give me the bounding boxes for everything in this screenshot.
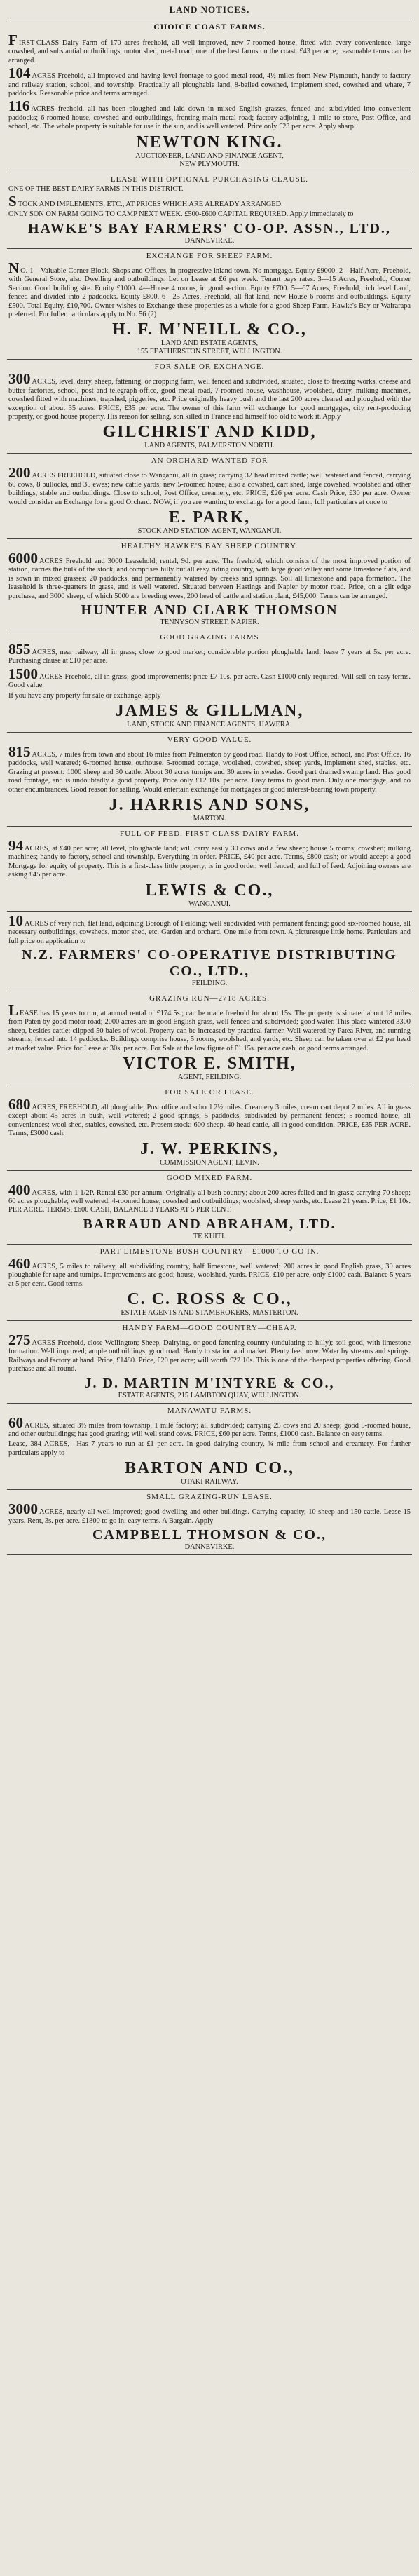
advertisement (7, 539, 412, 630)
ad-paragraph (8, 1500, 411, 1526)
ad-paragraph (8, 1181, 411, 1215)
firm-name: HUNTER AND CLARK THOMSON (81, 602, 338, 618)
advertisement (7, 172, 412, 249)
paragraph-text: IRST-CLASS Dairy Farm of 170 acres freehold, all well improved, new 7-roomed house, fitted with every convenience, large cowshed, and substantial outbuildings, motor shed, metal road; one of the best farms on the coast. £43 per acre; reasonable terms can be arranged. (8, 39, 411, 65)
firm-contact: LAND AND ESTATE AGENTS, (160, 339, 259, 348)
ad-paragraph (8, 1331, 411, 1374)
paragraph-lead: 400 (8, 1181, 31, 1198)
firm-contact: DANNEVIRKE. (184, 1543, 235, 1552)
ad-heading: EXCHANGE FOR SHEEP FARM. (146, 251, 273, 260)
ad-paragraph (8, 97, 411, 131)
ad-paragraph (8, 745, 411, 794)
ad-paragraph (8, 195, 411, 209)
paragraph-text: ACRES, level, dairy, sheep, fattening, or cropping farm, well fenced and subdivided, situated, close to freezing works, cheese and butter factories, school, post and telegraph office, good metal road, 7-roomed house, washhouse, woolshed, dairy, milking machines, cowshed fitted with machines, trapshed, piggeries, etc. Price originally heavy bush and the last 200 acres cleared and ploughed with the exception of about 35 acres. PRICE, £35 per acre. The owner of this farm will exchange for good mortgages, city rent-producing property, or good house property. His reason for selling, son killed in France and himself too old to work it. Apply (8, 378, 411, 421)
paragraph-text: O. 1—Valuable Corner Block, Shops and Offices, in progressive inland town. No mortgage. Equity £9000. 2—Half Acre, Freehold, with General Store, also Dwelling and outbuildings. Let on Lease at £6 per week. Tenant pays rates. 3—15 Acres, Freehold, Corner Section. Good building site. Equity £1000. 4—House 4 rooms, in good section. Equity £700. 5—67 Acres, Freehold, rich level Land, fenced and divided into 2 paddocks. Equity £800. 6—25 Acres, Freehold, all flat land, new House 6 rooms and outbuildings. Equity £500. Total Equity, £10,700. Owner wishes to Exchange these properties as a whole for a good Sheep Farm, Hawke's Bay or Wairarapa preferred. For fuller particulars apply to No. 56 (2) (8, 266, 411, 318)
ad-paragraph (8, 1254, 411, 1289)
firm-name: J. HARRIS AND SONS, (109, 796, 310, 815)
paragraph-text: ACRES, FREEHOLD, all ploughable; Post office and school 2½ miles. Creamery 3 miles, cream cart depot 2 miles. All in grass except about 45 acres in bush, well watered; 2 good springs, 5 paddocks, subdivided by permanent fences; 5-roomed house, all conveniences; wool shed, stables, cowshed, etc. Present stock: 600 sheep, 40 head cattle, all in good condition. PRICE, £35 PER ACRE. Terms, £3000 cash. (8, 1103, 411, 1138)
firm-contact: COMMISSION AGENT, LEVIN. (160, 1158, 259, 1167)
firm-contact: AUCTIONEER, LAND AND FINANCE AGENT, (135, 151, 284, 160)
paragraph-lead: 116 (8, 97, 30, 115)
paragraph-text: ACRES, situated 3½ miles from township, 1 mile factory; all subdivided; carrying 25 cows and 20 sheep; good 5-roomed house, and other outbuildings; has good grazing; will well stand cows. PRICE, £60 per acre. Terms, £1000 cash. Balance on easy terms. (8, 1421, 411, 1439)
ad-paragraph (8, 466, 411, 507)
advertisement (7, 733, 412, 827)
advertisement (7, 1404, 412, 1491)
paragraph-text: ACRES, with 1 1/2P. Rental £30 per annum. Originally all bush country; about 200 acres felled and in grass; carrying 70 sheep; 60 acres ploughable; well watered; 4-roomed house, cowshed and outbuildings; woolshed, sheep yards, etc. Lease 21 years. Price, £1 10s. PER ACRE. TERMS, £600 CASH, BALANCE 3 YEARS AT 5 PER CENT. (8, 1188, 411, 1214)
firm-contact: STOCK AND STATION AGENT, WANGANUI. (137, 527, 282, 535)
ad-heading: HANDY FARM—GOOD COUNTRY—CHEAP. (122, 1324, 297, 1332)
paragraph-text: ACRES, at £40 per acre; all level, ploughable land; will carry easily 30 cows and a few sheep; house 5 rooms; cowshed; milking machines; handy to factory, school and township. Everything in order. PRICE, £40 per acre. Terms, £800 cash; or would accept a good Mortgage for equity of property. This is a first-class little property, is in good order, well fenced, and full of feed. Adjoining owners are asking £45 per acre. (8, 845, 411, 879)
advertisement (7, 1490, 412, 1555)
paragraph-lead: 104 (8, 65, 31, 82)
paragraph-text: ACRES freehold, all has been ploughed and laid down in mixed English grasses, fenced and subdivided into convenient paddocks; 6-roomed house, cowshed and outbuildings, fronting main metal road; factory adjoining, 1 mile to store, Post Office, and school, etc. The whole property is suitable for use in the sun, and is well watered. Price only £23 per acre. Apply sharp. (8, 105, 411, 131)
ad-paragraph (8, 549, 411, 601)
firm-name: BARTON AND CO., (124, 1459, 295, 1478)
paragraph-text: ACRES, 5 miles to railway, all subdividing country, half limestone, well watered; 200 acres in good English grass, 30 acres ploughable for rape and turnips. Improvements are good; house, woolshed, yards. PRICE, £10 per acre, only £1000 cash. Balance 5 years at 5 per cent. Good terms. (8, 1262, 411, 1288)
ad-heading: VERY GOOD VALUE. (167, 735, 252, 745)
paragraph-text: ACRES, 7 miles from town and about 16 miles from Palmerston by good road. Handy to Post Office, school, and Post Office. 16 paddocks, well watered; 6-roomed house, outhouse, 5-roomed cottage, woolshed, cowshed, sheep yards, implement shed, stables, etc. Grazing at present: 1000 sheep and 30 cattle. About 30 acres turnips and 30 acres in swedes. Good part drained swamp land. Has good road frontage, and is undoubtedly a good property. Price only £12 10s. per acre. Easy terms to good man. Only one mortgage, and no other encumbrances. Good reason for selling. Would entertain exchange for mortgages or good interest-bearing town property. (8, 751, 411, 794)
ad-heading: GRAZING RUN—2718 ACRES. (149, 994, 270, 1003)
ad-paragraph (8, 210, 411, 219)
firm-contact: OTAKI RAILWAY. (181, 1478, 238, 1486)
advertisement-list (7, 18, 412, 1555)
firm-contact: TENNYSON STREET, NAPIER. (160, 618, 259, 626)
firm-name: C. C. ROSS & CO., (127, 1290, 292, 1308)
ad-heading: AN ORCHARD WANTED FOR (151, 456, 268, 466)
paragraph-lead: L (8, 1001, 19, 1019)
firm-name: LEWIS & CO., (145, 881, 274, 900)
ad-heading: GOOD MIXED FARM. (166, 1173, 253, 1182)
firm-name: HAWKE'S BAY FARMERS' CO-OP. ASSN., LTD., (28, 220, 391, 236)
paragraph-lead: 10 (8, 911, 23, 929)
advertisement (7, 249, 412, 360)
firm-contact: FEILDING. (191, 979, 228, 987)
firm-name: CAMPBELL THOMSON & CO., (92, 1527, 327, 1543)
firm-name: VICTOR E. SMITH, (123, 1054, 296, 1073)
advertisement (7, 630, 412, 733)
paragraph-lead: 815 (8, 743, 31, 761)
paragraph-text: ACRES Freehold, all in grass; good improvements; price £7 10s. per acre. Cash £1000 only required. Will sell on easy terms. Good value. (8, 672, 411, 690)
paragraph-lead: 855 (8, 641, 31, 658)
ad-paragraph (8, 185, 411, 194)
firm-name: NEWTON KING. (136, 133, 283, 151)
firm-name: BARRAUD AND ABRAHAM, LTD. (83, 1216, 336, 1232)
paragraph-text: If you have any property for sale or exchange, apply (8, 691, 161, 700)
ad-paragraph (8, 259, 411, 319)
paragraph-lead: 460 (8, 1254, 31, 1272)
advertisement (7, 912, 412, 991)
section-heading: CHOICE COAST FARMS. (153, 22, 266, 32)
paragraph-text: ACRES of very rich, flat land, adjoining Borough of Feilding; well subdivided with permanent fencing; good six-roomed house, all necessary outbuildings, cowsheds, motor shed, etc. Garden and orchard. One mile from town. A picturesque little home. Particulars and full price on application to (8, 919, 411, 945)
paragraph-text: EASE has 15 years to run, at annual rental of £174 5s.; can be made freehold for about 15s. The property is situated about 18 miles from Paten by good motor road; 2000 acres are in good English grass, well fenced and subdivided; good water. This place wintered 3300 sheep, besides cattle; clipped 50 bales of wool. Property can be increased by practical farmer. Well watered by Patea River, and running streams; fenced into 14 paddocks. Buildings comprise house, 5 rooms, woolshed, and yards, etc. Sheep can be taken over at £2 per head at market value. Price for Lease at 30s. per acre. For Sale at the low figure of £1 15s. per acre cash, or good terms arranged. (8, 1009, 411, 1052)
ad-paragraph (8, 839, 411, 880)
paragraph-lead: 275 (8, 1331, 31, 1348)
firm-contact: TE KUITI. (193, 1232, 226, 1240)
ad-heading: FOR SALE OR EXCHANGE. (154, 362, 265, 372)
paragraph-text: ACRES, nearly all well improved; good dwelling and other buildings. Carrying capacity, 10 sheep and 150 cattle. Lease 15 years. Rent, 3s. per acre. £1800 to go in; easy terms. A Bargain. Apply (8, 1508, 411, 1525)
ad-heading: PART LIMESTONE BUSH COUNTRY—£1000 TO GO IN. (99, 1247, 320, 1256)
paragraph-lead: 94 (8, 837, 23, 855)
paragraph-lead: 300 (8, 370, 31, 388)
advertisement (7, 1321, 412, 1404)
paragraph-lead: 60 (8, 1414, 23, 1431)
paragraph-text: ACRES FREEHOLD, situated close to Wanganui, all in grass; carrying 32 head mixed cattle; well watered and fenced, carrying 60 cows, 8 bullocks, and 35 ewes; new cattle yards; new 5-roomed house, also a cowshed, cart shed, large cowshed, woolshed and other buildings, stable and outbuildings. Close to school, Post Office, creamery, etc. PRICE, £26 per acre. Cash Price, £30 per acre. Owner would consider an Exchange for a good Orchard. NOW, if you are wanting to exchange for a good farm, full particulars at once to (8, 472, 411, 506)
paragraph-lead: F (8, 32, 18, 48)
firm-contact: DANNEVIRKE. (184, 236, 235, 245)
firm-contact: ESTATE AGENTS AND STAMBROKERS, MASTERTON. (121, 1309, 298, 1317)
advertisement (7, 360, 412, 454)
paragraph-lead: S (8, 193, 17, 210)
ad-paragraph (8, 1440, 411, 1458)
paragraph-lead: N (8, 259, 20, 276)
firm-contact: ESTATE AGENTS, 215 LAMBTON QUAY, WELLINGTON. (118, 1391, 301, 1399)
firm-contact: MARTON. (193, 815, 226, 823)
paragraph-text: ACRES Freehold, all improved and having level frontage to good metal road, 4½ miles from New Plymouth, handy to factory and railway station, school, and township. Practically all ploughable land, 8-bailed cowshed, implement shed, cowshed and whare, 7 paddocks. Reasonable price and terms arranged. (8, 72, 411, 98)
paragraph-lead: 3000 (8, 1500, 38, 1518)
ad-heading: HEALTHY HAWKE'S BAY SHEEP COUNTRY. (121, 541, 298, 550)
firm-contact: 155 FEATHERSTON STREET, WELLINGTON. (137, 348, 282, 356)
advertisement (7, 454, 412, 539)
ad-paragraph (8, 67, 411, 98)
ad-heading: GOOD GRAZING FARMS (160, 633, 259, 642)
firm-contact: NEW PLYMOUTH. (179, 160, 240, 168)
firm-contact: WANGANUI. (188, 900, 231, 908)
paragraph-lead: 1500 (8, 665, 38, 682)
land-notices-page (7, 0, 412, 1558)
paragraph-text: ACRES, near railway, all in grass; close to good market; considerable portion ploughable land; lease 7 years at 5s. per acre. Purchasing clause at £10 per acre. (8, 649, 411, 665)
firm-name: J. D. MARTIN M'INTYRE & CO., (84, 1375, 335, 1391)
ad-heading: FOR SALE OR LEASE. (165, 1087, 254, 1097)
paragraph-text: ACRES Freehold and 3000 Leasehold; rental, 9d. per acre. The freehold, which consists of the most improved portion of station, carries the bulk of the stock, and comprises hilly but all easy riding country, with large good valley and some limestone flats, and is sown in mixed grasses; 20 paddocks, and permanently watered by creeks and springs. Soil all limestone and papa formation. The leasehold is three-quarters in grass, and is well watered. Situated between Hastings and Napier by motor road. Price, on a gilt edge purchase, and 3000 sheep, of which 5000 are breeding ewes, 200 head of cattle and station plant, £45,000. Terms can be arranged. (8, 557, 411, 600)
advertisement (7, 18, 412, 172)
ad-paragraph (8, 1001, 411, 1053)
firm-name: H. F. M'NEILL & CO., (112, 320, 307, 339)
firm-contact: AGENT, FEILDING. (177, 1073, 242, 1081)
ad-paragraph (8, 911, 411, 946)
ad-paragraph (8, 667, 411, 691)
firm-name: JAMES & GILLMAN, (115, 702, 304, 721)
firm-name: E. PARK, (168, 508, 251, 527)
ad-heading: SMALL GRAZING-RUN LEASE. (146, 1493, 273, 1502)
ad-paragraph (8, 1416, 411, 1439)
ad-paragraph (8, 692, 411, 700)
paragraph-text: TOCK AND IMPLEMENTS, ETC., AT PRICES WHICH ARE ALREADY ARRANGED. (18, 201, 283, 209)
paragraph-text: ONE OF THE BEST DAIRY FARMS IN THIS DISTRICT. (8, 184, 184, 193)
ad-paragraph (8, 34, 411, 65)
masthead: LAND NOTICES. (7, 3, 412, 18)
ad-paragraph (8, 643, 411, 666)
firm-name: J. W. PERKINS, (139, 1139, 280, 1158)
ad-paragraph (8, 372, 411, 421)
paragraph-lead: 200 (8, 464, 31, 482)
ad-heading: LEASE WITH OPTIONAL PURCHASING CLAUSE. (110, 175, 309, 184)
paragraph-lead: 6000 (8, 549, 38, 567)
advertisement (7, 991, 412, 1085)
advertisement (7, 1085, 412, 1171)
firm-name: N.Z. FARMERS' CO-OPERATIVE DISTRIBUTING CO., LTD., (22, 947, 397, 979)
paragraph-lead: 680 (8, 1095, 31, 1113)
paragraph-text: Lease, 384 ACRES,—Has 7 years to run at £1 per acre. In good dairying country, ¾ mile from school and creamery. For further particulars apply to (8, 1440, 411, 1457)
ad-heading: MANAWATU FARMS. (167, 1406, 252, 1415)
ad-paragraph (8, 1095, 411, 1139)
advertisement (7, 1171, 412, 1245)
firm-contact: LAND AGENTS, PALMERSTON NORTH. (144, 442, 275, 450)
firm-contact: LAND, STOCK AND FINANCE AGENTS, HAWERA. (127, 721, 292, 729)
advertisement (7, 1245, 412, 1321)
paragraph-text: ONLY SON ON FARM GOING TO CAMP NEXT WEEK. £500-£600 CAPITAL REQUIRED. Apply immediately to (8, 210, 354, 219)
ad-heading: FULL OF FEED. FIRST-CLASS DAIRY FARM. (120, 829, 299, 839)
firm-name: GILCHRIST AND KIDD, (102, 423, 317, 442)
advertisement (7, 827, 412, 912)
paragraph-text: ACRES Freehold, close Wellington; Sheep, Dairying, or good fattening country (undulating to hilly); soil good, with limestone formation. Well improved; ample outbuildings; good road. Handy to station and market. Plenty feed now. Water by streams and springs. Railways and factory at hand. Price, £1480. Price, £20 per acre; will worth £22 10s. This is one of the cheapest properties offering. Good purchase and all round. (8, 1339, 411, 1374)
